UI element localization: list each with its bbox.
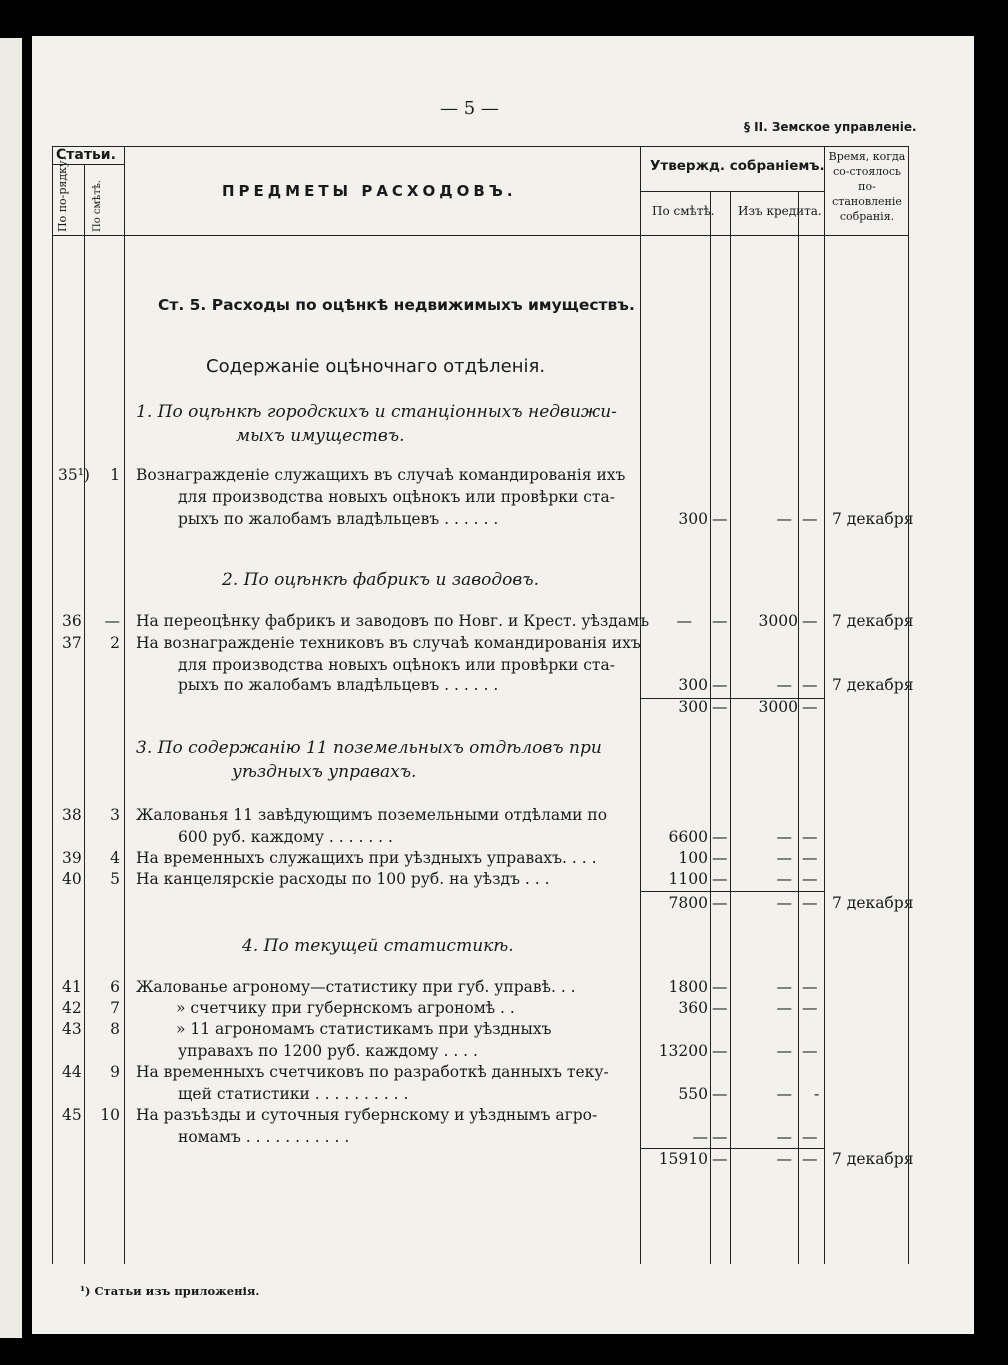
row-36-d1: — <box>712 612 728 630</box>
row-36-a: 36 <box>62 612 82 630</box>
row-37-b: 2 <box>110 634 120 652</box>
row-38-d1: — <box>712 828 728 846</box>
section-4-heading: 4. По текущей статистикѣ. <box>242 936 514 956</box>
section-4-total-v1: 15910 <box>658 1150 708 1168</box>
section-2-total-d2: — <box>802 698 818 716</box>
row-35-v2: — <box>776 510 792 528</box>
row-40-b: 5 <box>110 870 120 888</box>
row-39-d2: — <box>802 849 818 867</box>
section-3-total-d2: — <box>802 894 818 912</box>
row-42-v2: — <box>776 999 792 1017</box>
row-38-d2: — <box>802 828 818 846</box>
row-44-b: 9 <box>110 1063 120 1081</box>
row-44-d2: - <box>814 1085 820 1103</box>
row-36-v2: 3000 <box>758 612 798 630</box>
row-43-l1: » 11 агрономамъ статистикамъ при уѣздныхъ <box>176 1020 552 1038</box>
row-44-v1: 550 <box>678 1085 708 1103</box>
row-43-v1: 13200 <box>658 1042 708 1060</box>
row-41-d2: — <box>802 978 818 996</box>
row-37-a: 37 <box>62 634 82 652</box>
section-2-total-v2: 3000 <box>758 698 798 716</box>
row-37-l1: На вознагражденіе техниковъ въ случаѣ командированія ихъ <box>136 634 641 652</box>
section-3-heading-cont: уѣздныхъ управахъ. <box>232 762 417 782</box>
row-40-v2: — <box>776 870 792 888</box>
row-35-date: 7 декабря <box>832 510 914 528</box>
row-41-v2: — <box>776 978 792 996</box>
row-37-v2: — <box>776 676 792 694</box>
row-42-a: 42 <box>62 999 82 1017</box>
section-label: § II. Земское управленіе. <box>744 120 917 134</box>
row-45-d1: — <box>712 1128 728 1146</box>
row-38-v2: — <box>776 828 792 846</box>
row-38-a: 38 <box>62 806 82 824</box>
row-42-d1: — <box>712 999 728 1017</box>
row-35-l3: рыхъ по жалобамъ владѣльцевъ . . . . . . <box>178 510 499 528</box>
row-42-d2: — <box>802 999 818 1017</box>
header-po-smete: По смѣтѣ. <box>92 179 103 232</box>
section-4-total-v2: — <box>776 1150 792 1168</box>
section-4-total-date: 7 декабря <box>832 1150 914 1168</box>
row-37-d2: — <box>802 676 818 694</box>
row-38-v1: 6600 <box>668 828 708 846</box>
row-45-v1: — <box>692 1128 708 1146</box>
row-42-v1: 360 <box>678 999 708 1017</box>
section-4-total-d1: — <box>712 1150 728 1168</box>
row-41-l1: Жалованье агроному—статистику при губ. управѣ. . . <box>136 978 576 996</box>
header-po-poryadku: По по-рядку. <box>56 157 69 232</box>
section-2-heading: 2. По оцѣнкѣ фабрикъ и заводовъ. <box>222 570 539 590</box>
row-44-l1: На временныхъ счетчиковъ по разработкѣ данныхъ теку- <box>136 1063 609 1081</box>
row-45-l1: На разъѣзды и суточныя губернскому и уѣзднымъ агро- <box>136 1106 598 1124</box>
row-36-d2: — <box>802 612 818 630</box>
row-39-d1: — <box>712 849 728 867</box>
row-36-v1: — <box>676 612 692 630</box>
row-41-d1: — <box>712 978 728 996</box>
row-38-l2: 600 руб. каждому . . . . . . . <box>178 828 393 846</box>
row-35-a: 35¹) <box>58 466 90 484</box>
row-42-l1: » счетчику при губернскомъ агрономѣ . . <box>176 999 515 1017</box>
footnote: ¹) Статьи изъ приложенія. <box>80 1284 260 1298</box>
subtitle: Содержаніе оцѣночнаго отдѣленія. <box>206 356 546 377</box>
row-45-a: 45 <box>62 1106 82 1124</box>
row-35-d1: — <box>712 510 728 528</box>
row-35-l2: для производства новыхъ оцѣнокъ или провѣрки ста- <box>178 488 615 506</box>
header-predmety: ПРЕДМЕТЫ РАСХОДОВЪ. <box>222 182 517 200</box>
page-number: — 5 — <box>440 98 499 119</box>
row-41-v1: 1800 <box>668 978 708 996</box>
row-35-v1: 300 <box>678 510 708 528</box>
row-35-l1: Вознагражденіе служащихъ въ случаѣ командированія ихъ <box>136 466 626 484</box>
section-3-total-d1: — <box>712 894 728 912</box>
adjacent-page-edge <box>0 38 22 1338</box>
section-2-total-v1: 300 <box>678 698 708 716</box>
section-4-total-d2: — <box>802 1150 818 1168</box>
row-35-b: 1 <box>110 466 120 484</box>
row-43-v2: — <box>776 1042 792 1060</box>
row-38-b: 3 <box>110 806 120 824</box>
row-40-v1: 1100 <box>668 870 708 888</box>
row-40-a: 40 <box>62 870 82 888</box>
row-45-d2: — <box>802 1128 818 1146</box>
row-40-d1: — <box>712 870 728 888</box>
page-title: Ст. 5. Расходы по оцѣнкѣ недвижимыхъ имуществъ. <box>158 296 635 314</box>
row-37-d1: — <box>712 676 728 694</box>
row-39-a: 39 <box>62 849 82 867</box>
row-44-a: 44 <box>62 1063 82 1081</box>
row-35-d2: — <box>802 510 818 528</box>
row-44-d1: — <box>712 1085 728 1103</box>
row-39-l1: На временныхъ служащихъ при уѣздныхъ управахъ. . . . <box>136 849 597 867</box>
header-utverzhd: Утвержд. собраніемъ. <box>650 158 825 174</box>
row-41-b: 6 <box>110 978 120 996</box>
row-44-l2: щей статистики . . . . . . . . . . <box>178 1085 409 1103</box>
row-37-v1: 300 <box>678 676 708 694</box>
row-40-d2: — <box>802 870 818 888</box>
row-37-l2: для производства новыхъ оцѣнокъ или провѣрки ста- <box>178 656 615 674</box>
header-vremya: Время, когда со-стоялось по-становленіе собранія. <box>828 150 906 223</box>
row-45-v2: — <box>776 1128 792 1146</box>
section-2-total-d1: — <box>712 698 728 716</box>
row-37-l3: рыхъ по жалобамъ владѣльцевъ . . . . . . <box>178 676 499 694</box>
row-37-date: 7 декабря <box>832 676 914 694</box>
row-36-date: 7 декабря <box>832 612 914 630</box>
row-43-d1: — <box>712 1042 728 1060</box>
row-43-l2: управахъ по 1200 руб. каждому . . . . <box>178 1042 478 1060</box>
row-45-b: 10 <box>100 1106 120 1124</box>
section-3-total-v2: — <box>776 894 792 912</box>
row-39-v1: 100 <box>678 849 708 867</box>
row-43-b: 8 <box>110 1020 120 1038</box>
section-1-heading-cont: мыхъ имуществъ. <box>236 426 405 446</box>
row-45-l2: номамъ . . . . . . . . . . . <box>178 1128 350 1146</box>
row-38-l1: Жалованья 11 завѣдующимъ поземельными отдѣлами по <box>136 806 608 824</box>
row-43-a: 43 <box>62 1020 82 1038</box>
row-44-v2: — <box>776 1085 792 1103</box>
section-1-heading: 1. По оцѣнкѣ городскихъ и станціонныхъ недвижи- <box>136 402 617 422</box>
row-40-l1: На канцелярскіе расходы по 100 руб. на уѣздъ . . . <box>136 870 550 888</box>
row-36-b: — <box>104 612 120 630</box>
header-statey: Статьи. <box>56 147 116 163</box>
row-39-b: 4 <box>110 849 120 867</box>
row-42-b: 7 <box>110 999 120 1017</box>
row-41-a: 41 <box>62 978 82 996</box>
header-po-smete-col: По смѣтѣ. <box>652 204 715 218</box>
row-43-d2: — <box>802 1042 818 1060</box>
section-3-total-v1: 7800 <box>668 894 708 912</box>
document-page <box>32 36 974 1334</box>
row-39-v2: — <box>776 849 792 867</box>
section-3-total-date: 7 декабря <box>832 894 914 912</box>
row-36-l1: На переоцѣнку фабрикъ и заводовъ по Новг. и Крест. уѣздамъ <box>136 612 650 630</box>
section-3-heading: 3. По содержанію 11 поземельныхъ отдѣловъ при <box>136 738 602 758</box>
header-iz-kredita: Изъ кредита. <box>738 204 822 218</box>
